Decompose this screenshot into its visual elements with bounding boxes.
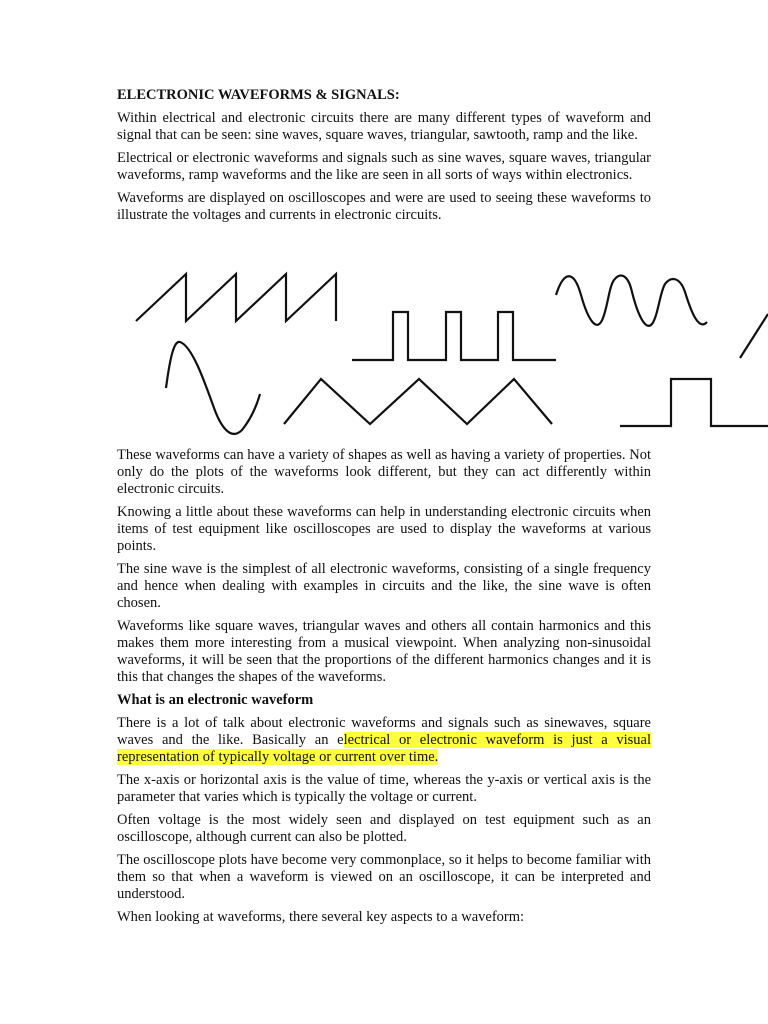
square-wave-icon: [352, 312, 556, 360]
body-section: [117, 447, 651, 932]
sawtooth-wave-icon: [136, 274, 336, 321]
intro-paragraph-3: Waveforms are displayed on oscilloscopes and were are used to seeing these waveforms to illustrate the voltages and currents in electronic circuits.: [117, 190, 651, 223]
highlight-paragraph-start: There is a lot of talk about electronic waveforms and signals such as sinewaves, square waves and the like. Basically an e: [117, 715, 651, 748]
body-paragraph-4: Waveforms like square waves, triangular waves and others all contain harmonics and this makes them more interesting from a musical viewpoint. When analyzing non-sinusoidal waveforms, it will be seen that the proportions of the different harmonics changes and it is this that changes the shapes of the waveforms.: [117, 618, 651, 685]
sine-wave-small-icon: [556, 276, 707, 326]
single-pulse-icon: [620, 379, 768, 426]
closing-paragraph-2: Often voltage is the most widely seen and displayed on test equipment such as an oscilloscope, although current can also be plotted.: [117, 812, 651, 845]
intro-section: [117, 87, 651, 230]
page-title: ELECTRONIC WAVEFORMS & SIGNALS:: [117, 87, 400, 103]
closing-paragraph-4: When looking at waveforms, there several key aspects to a waveform:: [117, 909, 525, 925]
body-paragraph-1: These waveforms can have a variety of shapes as well as having a variety of properties. Not only do the plots of the waveforms look different, but they can act differently within electronic circuits.: [117, 447, 651, 497]
sine-wave-large-icon: [166, 342, 260, 434]
body-paragraph-3: The sine wave is the simplest of all electronic waveforms, consisting of a single frequency and hence when dealing with examples in circuits and the like, the sine wave is often chosen.: [117, 561, 651, 611]
body-paragraph-2: Knowing a little about these waveforms can help in understanding electronic circuits when items of test equipment like oscilloscopes are used to display the waveforms at various points.: [117, 504, 651, 554]
closing-paragraph-3: The oscilloscope plots have become very commonplace, so it helps to become familiar with them so that when a waveform is viewed on an oscilloscope, it can be interpreted and understood.: [117, 852, 651, 902]
intro-paragraph-1: Within electrical and electronic circuits there are many different types of waveform and signal that can be seen: sine waves, square waves, triangular, sawtooth, ramp and the like.: [117, 110, 651, 143]
waveforms-figure: [0, 262, 768, 442]
closing-paragraph-1: The x-axis or horizontal axis is the value of time, whereas the y-axis or vertical axis is the parameter that varies which is typically the voltage or current.: [117, 772, 651, 805]
intro-paragraph-2: Electrical or electronic waveforms and signals such as sine waves, square waves, triangular waveforms, ramp waveforms and the like are seen in all sorts of ways within electronics.: [117, 150, 651, 183]
section-subheading: What is an electronic waveform: [117, 692, 314, 708]
ramp-wave-icon: [740, 314, 768, 358]
highlight-paragraph: [117, 715, 651, 766]
triangle-wave-icon: [284, 379, 552, 424]
highlighted-text: lectrical or electronic waveform is just a visual representation of typically voltage or current over time.: [117, 732, 651, 765]
